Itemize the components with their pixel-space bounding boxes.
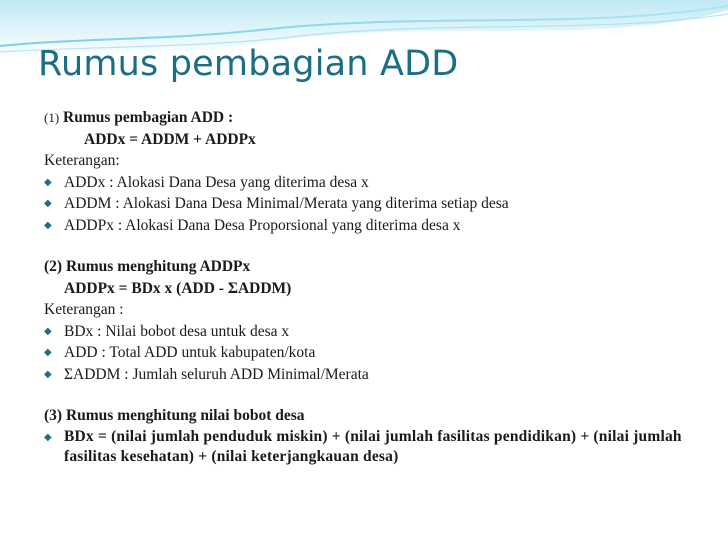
- section2-note-label: Keterangan :: [44, 301, 124, 318]
- section3-heading: (3) Rumus menghitung nilai bobot desa: [44, 407, 305, 424]
- section1-number: (1): [44, 110, 60, 125]
- diamond-bullet-icon: ◆: [44, 368, 52, 380]
- list-item: ◆ ADD : Total ADD untuk kabupaten/kota: [44, 342, 704, 364]
- section2-formula: ADDPx = BDx x (ADD - ΣADDM): [64, 279, 292, 297]
- spacer: [44, 385, 704, 405]
- list-item: ◆ ADDPx : Alokasi Dana Desa Proporsional yang diterima desa x: [44, 215, 704, 237]
- list-item: ◆ ADDM : Alokasi Dana Desa Minimal/Merata yang diterima setiap desa: [44, 193, 704, 215]
- diamond-bullet-icon: ◆: [44, 325, 52, 337]
- section1-note-label: Keterangan:: [44, 152, 120, 169]
- diamond-bullet-icon: ◆: [44, 219, 52, 231]
- section2-heading: (2) Rumus menghitung ADDPx: [44, 258, 251, 275]
- section1-heading: [44, 107, 704, 129]
- list-item: ◆ BDx = (nilai jumlah penduduk miskin) + (nilai jumlah fasilitas pendidikan) + (nilai jumlah fasilitas kesehatan) + (nilai keterjangkauan desa): [44, 427, 682, 465]
- diamond-bullet-icon: ◆: [44, 176, 52, 188]
- diamond-bullet-icon: ◆: [44, 431, 52, 443]
- spacer: [44, 236, 704, 256]
- diamond-bullet-icon: ◆: [44, 198, 52, 209]
- section1-formula: ADDx = ADDM + ADDPx: [84, 130, 256, 148]
- diamond-bullet-icon: ◆: [44, 347, 52, 358]
- slide-content: [44, 107, 704, 467]
- list-item: ◆ ΣADDM : Jumlah seluruh ADD Minimal/Merata: [44, 364, 704, 386]
- list-item: ◆ BDx : Nilai bobot desa untuk desa x: [44, 321, 704, 343]
- list-item: ◆ ADDx : Alokasi Dana Desa yang diterima desa x: [44, 172, 704, 194]
- slide-title: Rumus pembagian ADD: [38, 44, 459, 84]
- section1-heading-text: Rumus pembagian ADD :: [63, 109, 234, 126]
